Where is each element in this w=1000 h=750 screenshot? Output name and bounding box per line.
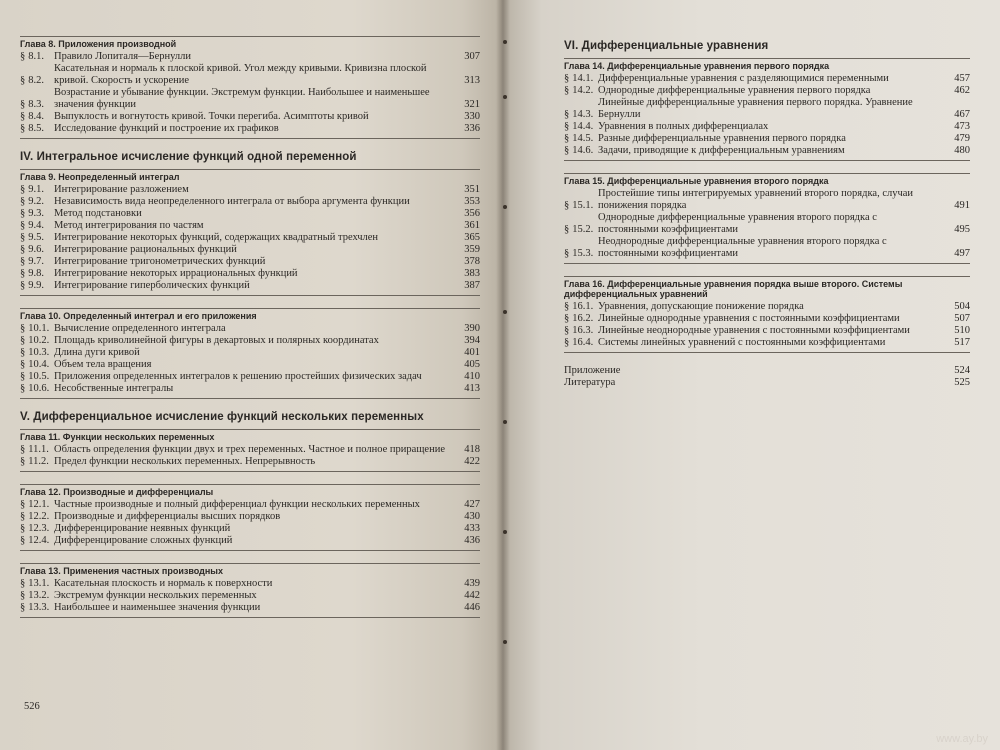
- section-sign: §: [20, 359, 26, 370]
- stitch-hole: [503, 40, 507, 44]
- entry-title: Возрастание и убывание функции. Экстремум функции. Наибольшее и наименьшее значения функции: [54, 87, 430, 110]
- entry-page: 491: [954, 200, 970, 211]
- section-number-text: 9.9.: [28, 280, 44, 291]
- entry-page: 433: [464, 523, 480, 534]
- entry-page: 446: [464, 602, 480, 613]
- toc-entry: [564, 188, 970, 212]
- section-number-text: 10.3.: [28, 347, 50, 358]
- chapter-title: Глава 11. Функции нескольких переменных: [20, 432, 215, 442]
- section-number: [564, 313, 598, 325]
- toc-entry: [564, 325, 970, 337]
- chapter-block: [564, 173, 970, 264]
- entry-title: Однородные дифференциальные уравнения второго порядка с постоянными коэффициентами: [598, 212, 877, 235]
- section-number: [20, 590, 54, 602]
- toc-entry: [20, 590, 480, 602]
- entry-title: Выпуклость и вогнутость кривой. Точки перегиба. Асимптоты кривой: [54, 111, 369, 122]
- section-number-text: 11.2.: [28, 456, 49, 467]
- entry-page: 336: [464, 123, 480, 134]
- entry-page: 507: [954, 313, 970, 324]
- entry-page: 351: [464, 184, 480, 195]
- section-number: [20, 535, 54, 547]
- toc-entry: [20, 523, 480, 535]
- entry-title: Дифференцирование неявных функций: [54, 523, 231, 534]
- toc-entry: [20, 123, 480, 135]
- toc-entry: [20, 456, 480, 468]
- section-sign: §: [564, 337, 570, 348]
- part-title: V. Дифференциальное исчисление функций нескольких переменных: [20, 411, 424, 423]
- chapter-title: Глава 15. Дифференциальные уравнения второго порядка: [564, 176, 829, 186]
- section-sign: §: [564, 109, 570, 120]
- entry-page: 467: [954, 109, 970, 120]
- section-number: [564, 224, 598, 236]
- stitch-hole: [503, 530, 507, 534]
- chapter-block: [20, 563, 480, 618]
- entry-page: 442: [464, 590, 480, 601]
- chapter-title: Глава 13. Применения частных производных: [20, 566, 223, 576]
- entry-title: Однородные дифференциальные уравнения первого порядка: [598, 85, 871, 96]
- section-number: [20, 523, 54, 535]
- section-number: [20, 511, 54, 523]
- entry-title: Частные производные и полный дифференциал функции нескольких переменных: [54, 499, 420, 510]
- section-number-text: 11.1.: [28, 444, 49, 455]
- section-number-text: 10.5.: [28, 371, 50, 382]
- section-number: [564, 85, 598, 97]
- section-number-text: 8.3.: [28, 99, 44, 110]
- entry-title: Линейные однородные уравнения с постоянными коэффициентами: [598, 313, 900, 324]
- section-sign: §: [20, 323, 26, 334]
- stitch-hole: [503, 95, 507, 99]
- toc-entry: [20, 256, 480, 268]
- entry-page: 321: [464, 99, 480, 110]
- entry-page: 365: [464, 232, 480, 243]
- toc-entry: [20, 347, 480, 359]
- section-number: [20, 383, 54, 395]
- section-number-text: 10.2.: [28, 335, 50, 346]
- section-number-text: 14.3.: [572, 109, 594, 120]
- section-number-text: 16.4.: [572, 337, 594, 348]
- entry-page: 401: [464, 347, 480, 358]
- section-number: [564, 109, 598, 121]
- section-number-text: 15.3.: [572, 248, 594, 259]
- right-toc: [564, 40, 970, 389]
- section-number-text: 12.1.: [28, 499, 50, 510]
- right-page: [502, 0, 1000, 750]
- section-sign: §: [564, 73, 570, 84]
- toc-entry: [564, 236, 970, 260]
- section-number: [20, 323, 54, 335]
- entry-page: 524: [954, 365, 970, 376]
- section-number: [20, 335, 54, 347]
- section-number-text: 14.5.: [572, 133, 594, 144]
- chapter-title: Глава 8. Приложения производной: [20, 39, 177, 49]
- section-number-text: 15.1.: [572, 200, 594, 211]
- section-sign: §: [20, 268, 26, 279]
- entry-title: Линейные неоднородные уравнения с постоянными коэффициентами: [598, 325, 910, 336]
- section-number: [564, 248, 598, 260]
- entry-title: Системы линейных уравнений с постоянными коэффициентами: [598, 337, 886, 348]
- section-sign: §: [20, 184, 26, 195]
- entry-page: 430: [464, 511, 480, 522]
- section-sign: §: [20, 383, 26, 394]
- toc-entry: [20, 268, 480, 280]
- section-number-text: 13.2.: [28, 590, 50, 601]
- section-number: [564, 145, 598, 157]
- section-number: [20, 51, 54, 63]
- section-number: [20, 499, 54, 511]
- entry-page: 480: [954, 145, 970, 156]
- entry-page: 359: [464, 244, 480, 255]
- toc-entry: [20, 111, 480, 123]
- entry-title: Линейные дифференциальные уравнения первого порядка. Уравнение Бернулли: [598, 97, 913, 120]
- section-number-text: 8.1.: [28, 51, 44, 62]
- entry-page: 462: [954, 85, 970, 96]
- entry-page: 394: [464, 335, 480, 346]
- entry-page: 410: [464, 371, 480, 382]
- section-sign: §: [20, 220, 26, 231]
- stitch-hole: [503, 205, 507, 209]
- entry-title: Задачи, приводящие к дифференциальным уравнениям: [598, 145, 845, 156]
- section-number: [20, 578, 54, 590]
- toc-entry: [20, 87, 480, 111]
- section-number-text: 9.3.: [28, 208, 44, 219]
- section-number-text: 12.2.: [28, 511, 50, 522]
- stitch-hole: [503, 640, 507, 644]
- section-number: [20, 347, 54, 359]
- section-sign: §: [20, 523, 26, 534]
- section-number: [20, 75, 54, 87]
- toc-entry: [20, 184, 480, 196]
- entry-page: 427: [464, 499, 480, 510]
- section-number: [564, 121, 598, 133]
- chapter-block: [20, 36, 480, 139]
- toc-entry: [20, 208, 480, 220]
- section-sign: §: [20, 51, 26, 62]
- section-number-text: 12.3.: [28, 523, 50, 534]
- toc-entry: [20, 602, 480, 614]
- section-sign: §: [564, 325, 570, 336]
- entry-page: 457: [954, 73, 970, 84]
- section-number-text: 9.4.: [28, 220, 44, 231]
- toc-entry: [20, 335, 480, 347]
- entry-page: 422: [464, 456, 480, 467]
- chapter-block: [20, 484, 480, 551]
- stitch-hole: [503, 420, 507, 424]
- entry-page: 313: [464, 75, 480, 86]
- toc-entry: [20, 323, 480, 335]
- section-number: [20, 123, 54, 135]
- toc-entry: [564, 301, 970, 313]
- section-number-text: 9.6.: [28, 244, 44, 255]
- toc-entry: [564, 133, 970, 145]
- chapter-title: Глава 10. Определенный интеграл и его приложения: [20, 311, 257, 321]
- toc-entry: [20, 578, 480, 590]
- toc-entry: [20, 511, 480, 523]
- section-number: [20, 371, 54, 383]
- entry-page: 383: [464, 268, 480, 279]
- toc-entry: [564, 377, 970, 389]
- watermark: www.ay.by: [936, 733, 988, 745]
- entry-title: Независимость вида неопределенного интеграла от выбора аргумента функции: [54, 196, 410, 207]
- entry-page: 525: [954, 377, 970, 388]
- entry-page: 473: [954, 121, 970, 132]
- entry-title: Несобственные интегралы: [54, 383, 174, 394]
- section-number: [20, 256, 54, 268]
- section-number-text: 8.4.: [28, 111, 44, 122]
- entry-title: Дифференциальные уравнения с разделяющимися переменными: [598, 73, 889, 84]
- chapter-block: [564, 58, 970, 161]
- section-sign: §: [20, 371, 26, 382]
- entry-page: 405: [464, 359, 480, 370]
- section-sign: §: [564, 121, 570, 132]
- section-sign: §: [20, 590, 26, 601]
- section-sign: §: [564, 85, 570, 96]
- entry-title: Интегрирование разложением: [54, 184, 189, 195]
- section-sign: §: [564, 200, 570, 211]
- entry-title: Наибольшее и наименьшее значения функции: [54, 602, 261, 613]
- toc-entry: [20, 220, 480, 232]
- toc-entry: [564, 121, 970, 133]
- entry-title: Дифференцирование сложных функций: [54, 535, 233, 546]
- toc-entry: [564, 313, 970, 325]
- toc-entry: [20, 499, 480, 511]
- section-number-text: 9.1.: [28, 184, 44, 195]
- chapter-title: Глава 12. Производные и дифференциалы: [20, 487, 214, 497]
- section-number-text: 13.1.: [28, 578, 50, 589]
- section-sign: §: [20, 444, 26, 455]
- entry-title: Касательная и нормаль к плоской кривой. Угол между кривыми. Кривизна плоской кривой. Скорость и ускорение: [54, 63, 427, 86]
- back-matter: [564, 365, 970, 389]
- section-sign: §: [20, 347, 26, 358]
- section-number-text: 16.1.: [572, 301, 594, 312]
- part-title: IV. Интегральное исчисление функций одной переменной: [20, 151, 357, 163]
- section-sign: §: [20, 280, 26, 291]
- section-number-text: 13.3.: [28, 602, 50, 613]
- entry-page: 378: [464, 256, 480, 267]
- section-number-text: 10.4.: [28, 359, 50, 370]
- entry-page: 356: [464, 208, 480, 219]
- entry-title: Уравнения в полных дифференциалах: [598, 121, 769, 132]
- section-number-text: 9.7.: [28, 256, 44, 267]
- toc-entry: [20, 280, 480, 292]
- section-number-text: 12.4.: [28, 535, 50, 546]
- entry-title: Площадь криволинейной фигуры в декартовых и полярных координатах: [54, 335, 379, 346]
- section-number-text: 14.6.: [572, 145, 594, 156]
- section-number: [564, 200, 598, 212]
- entry-title: Интегрирование гиперболических функций: [54, 280, 250, 291]
- section-number: [20, 111, 54, 123]
- section-sign: §: [564, 145, 570, 156]
- entry-page: 495: [954, 224, 970, 235]
- entry-title: Предел функции нескольких переменных. Непрерывность: [54, 456, 316, 467]
- section-sign: §: [20, 208, 26, 219]
- entry-title: Приложения определенных интегралов к решению простейших физических задач: [54, 371, 422, 382]
- part-title: VI. Дифференциальные уравнения: [564, 40, 769, 52]
- entry-page: 387: [464, 280, 480, 291]
- section-number-text: 9.2.: [28, 196, 44, 207]
- toc-entry: [20, 244, 480, 256]
- section-number: [20, 444, 54, 456]
- section-number-text: 16.3.: [572, 325, 594, 336]
- toc-entry: [20, 63, 480, 87]
- section-sign: §: [20, 335, 26, 346]
- entry-page: 497: [954, 248, 970, 259]
- entry-title: Область определения функции двух и трех переменных. Частное и полное приращение: [54, 444, 445, 455]
- entry-title: Интегрирование некоторых функций, содержащих квадратный трехчлен: [54, 232, 379, 243]
- section-number: [20, 456, 54, 468]
- entry-title: Исследование функций и построение их графиков: [54, 123, 279, 134]
- entry-title: Производные и дифференциалы высших порядков: [54, 511, 281, 522]
- entry-title: Длина дуги кривой: [54, 347, 140, 358]
- book-gutter: [496, 0, 510, 750]
- section-number-text: 10.1.: [28, 323, 50, 334]
- entry-title: Интегрирование рациональных функций: [54, 244, 237, 255]
- left-toc: [20, 36, 480, 618]
- entry-title: Неоднородные дифференциальные уравнения второго порядка с постоянными коэффициентами: [598, 236, 887, 259]
- entry-title: Литература: [564, 377, 616, 388]
- chapter-block: [564, 276, 970, 353]
- section-sign: §: [564, 248, 570, 259]
- toc-entry: [20, 359, 480, 371]
- section-sign: §: [20, 99, 26, 110]
- entry-title: Простейшие типы интегрируемых уравнений второго порядка, случаи понижения порядка: [598, 188, 914, 211]
- entry-title: Разные дифференциальные уравнения первого порядка: [598, 133, 846, 144]
- entry-title: Касательная плоскость и нормаль к поверхности: [54, 578, 273, 589]
- stitch-hole: [503, 310, 507, 314]
- entry-page: 418: [464, 444, 480, 455]
- entry-page: 510: [954, 325, 970, 336]
- section-number-text: 9.5.: [28, 232, 44, 243]
- section-number: [20, 208, 54, 220]
- page-number: 526: [24, 701, 40, 712]
- section-number: [20, 244, 54, 256]
- entry-page: 479: [954, 133, 970, 144]
- toc-entry: [20, 444, 480, 456]
- section-sign: §: [564, 224, 570, 235]
- chapter-block: [20, 429, 480, 472]
- section-number: [20, 196, 54, 208]
- chapter-block: [20, 169, 480, 296]
- toc-entry: [564, 337, 970, 349]
- section-sign: §: [20, 456, 26, 467]
- section-number: [564, 301, 598, 313]
- entry-page: 390: [464, 323, 480, 334]
- entry-title: Метод интегрирования по частям: [54, 220, 204, 231]
- section-sign: §: [20, 123, 26, 134]
- entry-page: 436: [464, 535, 480, 546]
- entry-title: Правило Лопиталя—Бернулли: [54, 51, 192, 62]
- toc-entry: [20, 371, 480, 383]
- section-sign: §: [20, 602, 26, 613]
- entry-title: Вычисление определенного интеграла: [54, 323, 226, 334]
- section-number-text: 10.6.: [28, 383, 50, 394]
- section-sign: §: [20, 535, 26, 546]
- section-number-text: 8.2.: [28, 75, 44, 86]
- entry-page: 307: [464, 51, 480, 62]
- section-number-text: 9.8.: [28, 268, 44, 279]
- toc-entry: [564, 85, 970, 97]
- section-number: [20, 232, 54, 244]
- entry-page: 353: [464, 196, 480, 207]
- toc-entry: [20, 535, 480, 547]
- section-number: [20, 184, 54, 196]
- entry-page: 504: [954, 301, 970, 312]
- section-sign: §: [20, 511, 26, 522]
- section-sign: §: [20, 196, 26, 207]
- section-sign: §: [20, 75, 26, 86]
- toc-entry: [564, 73, 970, 85]
- chapter-title: Глава 9. Неопределенный интеграл: [20, 172, 180, 182]
- entry-title: Интегрирование тригонометрических функций: [54, 256, 266, 267]
- entry-page: 330: [464, 111, 480, 122]
- section-sign: §: [564, 301, 570, 312]
- section-number: [20, 280, 54, 292]
- toc-entry: [564, 145, 970, 157]
- toc-entry: [564, 365, 970, 377]
- entry-title: Приложение: [564, 365, 621, 376]
- chapter-title: Глава 14. Дифференциальные уравнения первого порядка: [564, 61, 830, 71]
- entry-title: Объем тела вращения: [54, 359, 152, 370]
- toc-entry: [20, 232, 480, 244]
- section-sign: §: [20, 499, 26, 510]
- section-number-text: 16.2.: [572, 313, 594, 324]
- entry-page: 361: [464, 220, 480, 231]
- section-number-text: 14.4.: [572, 121, 594, 132]
- section-sign: §: [20, 111, 26, 122]
- section-number: [20, 220, 54, 232]
- section-number: [564, 337, 598, 349]
- toc-entry: [564, 97, 970, 121]
- section-number-text: 14.2.: [572, 85, 594, 96]
- entry-title: Интегрирование некоторых иррациональных функций: [54, 268, 298, 279]
- section-sign: §: [564, 133, 570, 144]
- section-sign: §: [564, 313, 570, 324]
- section-number: [564, 73, 598, 85]
- section-number-text: 14.1.: [572, 73, 594, 84]
- entry-page: 439: [464, 578, 480, 589]
- toc-entry: [20, 383, 480, 395]
- section-sign: §: [20, 232, 26, 243]
- entry-title: Экстремум функции нескольких переменных: [54, 590, 257, 601]
- chapter-block: [20, 308, 480, 399]
- toc-entry: [20, 51, 480, 63]
- section-number: [564, 133, 598, 145]
- section-sign: §: [20, 244, 26, 255]
- section-number: [20, 359, 54, 371]
- section-sign: §: [20, 578, 26, 589]
- entry-title: Метод подстановки: [54, 208, 142, 219]
- section-number: [20, 602, 54, 614]
- entry-page: 413: [464, 383, 480, 394]
- entry-page: 517: [954, 337, 970, 348]
- toc-entry: [564, 212, 970, 236]
- toc-entry: [20, 196, 480, 208]
- entry-title: Уравнения, допускающие понижение порядка: [598, 301, 804, 312]
- section-number: [20, 268, 54, 280]
- chapter-title: Глава 16. Дифференциальные уравнения порядка выше второго. Системы дифференциальных уравнений: [564, 279, 903, 299]
- section-number: [20, 99, 54, 111]
- section-number: [564, 325, 598, 337]
- section-sign: §: [20, 256, 26, 267]
- section-number-text: 8.5.: [28, 123, 44, 134]
- section-number-text: 15.2.: [572, 224, 594, 235]
